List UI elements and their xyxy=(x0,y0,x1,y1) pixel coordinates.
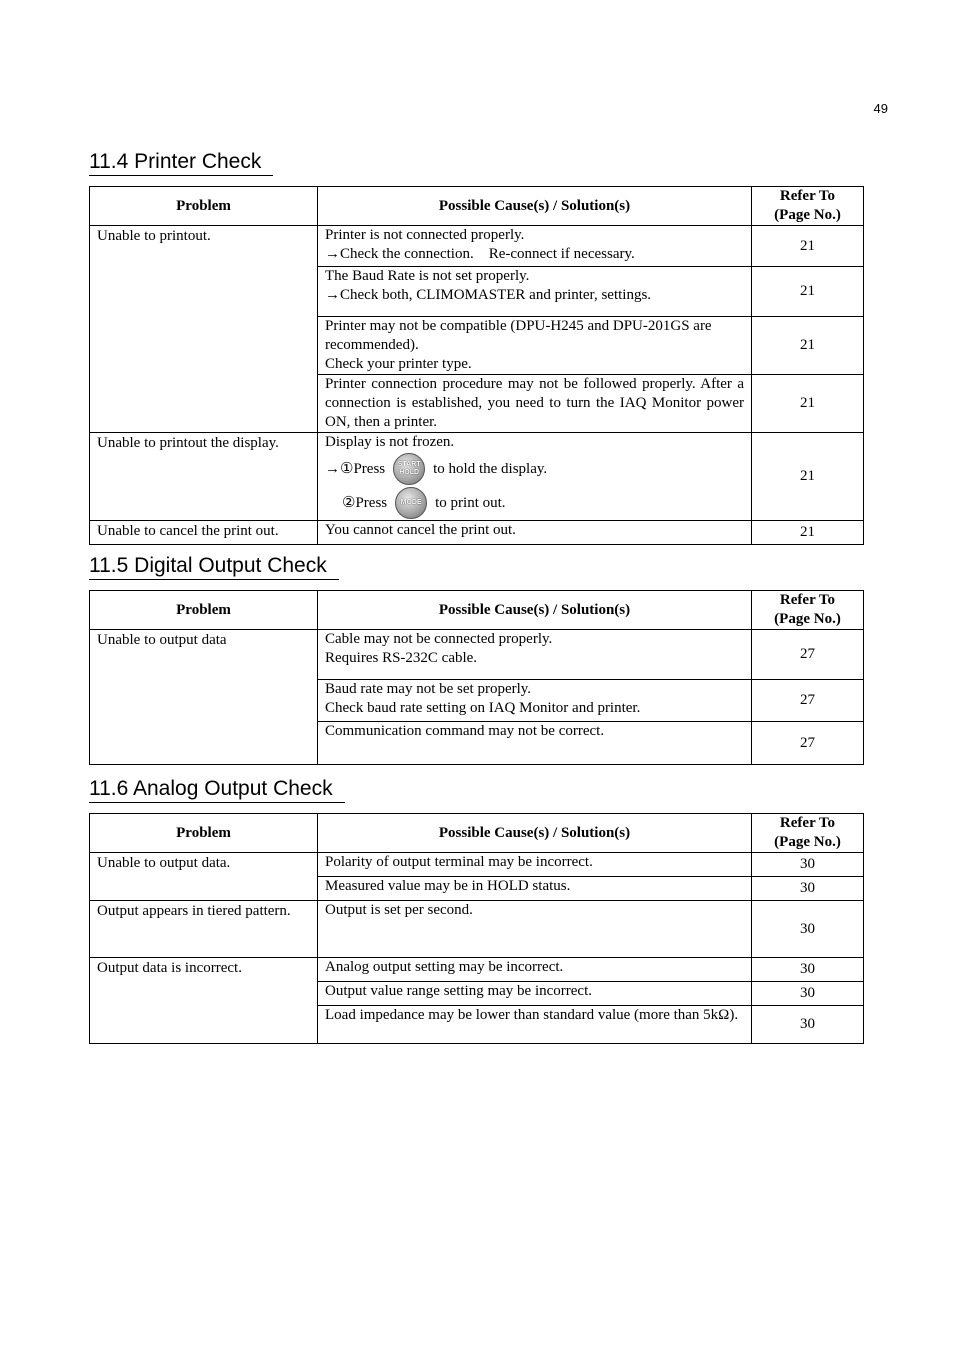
header-cause: Possible Cause(s) / Solution(s) xyxy=(318,187,752,226)
press-start-hold-row: →①Press START HOLD to hold the display. xyxy=(325,452,744,486)
press-mode-row: ②Press MODE to print out. xyxy=(325,486,744,520)
page-number: 49 xyxy=(873,101,888,116)
ref-cell: 30 xyxy=(752,877,864,901)
cause-cell: You cannot cancel the print out. xyxy=(318,521,752,545)
ref-cell: 27 xyxy=(752,722,864,765)
header-cause: Possible Cause(s) / Solution(s) xyxy=(318,814,752,853)
cause-cell: Cable may not be connected properly. Requires RS-232C cable. xyxy=(318,630,752,680)
table-row xyxy=(90,853,864,877)
ref-cell: 21 xyxy=(752,317,864,375)
ref-cell: 30 xyxy=(752,982,864,1006)
header-cause: Possible Cause(s) / Solution(s) xyxy=(318,591,752,630)
table-header-row xyxy=(90,591,864,630)
problem-cell: Output appears in tiered pattern. xyxy=(90,901,318,958)
problem-cell: Unable to printout the display. xyxy=(90,433,318,521)
start-hold-button-icon: START HOLD xyxy=(393,453,425,485)
table-header-row xyxy=(90,187,864,226)
header-refer-to: Refer To (Page No.) xyxy=(752,814,864,853)
ref-cell: 21 xyxy=(752,267,864,317)
cause-cell: Baud rate may not be set properly. Check baud rate setting on IAQ Monitor and printer. xyxy=(318,680,752,722)
ref-cell: 21 xyxy=(752,375,864,433)
section-title-digital-output-check: 11.5 Digital Output Check xyxy=(89,554,339,580)
section-title-printer-check: 11.4 Printer Check xyxy=(89,150,273,176)
ref-cell: 30 xyxy=(752,958,864,982)
table-row xyxy=(90,433,864,521)
table-header-row xyxy=(90,814,864,853)
printer-check-table xyxy=(89,186,864,545)
ref-cell: 21 xyxy=(752,226,864,267)
table-row xyxy=(90,958,864,982)
cause-cell: Communication command may not be correct. xyxy=(318,722,752,765)
cause-cell: Printer connection procedure may not be followed properly. After a connection is established, you need to turn the IAQ Monitor power ON, then a printer. xyxy=(318,375,752,433)
cause-cell: Printer is not connected properly. →Check the connection. Re-connect if necessary. xyxy=(318,226,752,267)
cause-cell: Analog output setting may be incorrect. xyxy=(318,958,752,982)
problem-cell: Output data is incorrect. xyxy=(90,958,318,1044)
table-row xyxy=(90,226,864,267)
header-refer-to: Refer To (Page No.) xyxy=(752,187,864,226)
ref-cell: 21 xyxy=(752,521,864,545)
cause-cell: Measured value may be in HOLD status. xyxy=(318,877,752,901)
table-row xyxy=(90,630,864,680)
problem-cell: Unable to output data xyxy=(90,630,318,765)
problem-cell: Unable to output data. xyxy=(90,853,318,901)
cause-cell: Display is not frozen. →①Press START HOLD to hold the display. ②Press MODE to print out. xyxy=(318,433,752,521)
cause-cell: Output is set per second. xyxy=(318,901,752,958)
header-problem: Problem xyxy=(90,187,318,226)
section-title-analog-output-check: 11.6 Analog Output Check xyxy=(89,777,345,803)
ref-cell: 30 xyxy=(752,1006,864,1044)
cause-cell: Load impedance may be lower than standard value (more than 5kΩ). xyxy=(318,1006,752,1044)
analog-output-table xyxy=(89,813,864,1044)
header-problem: Problem xyxy=(90,814,318,853)
cause-cell: Polarity of output terminal may be incorrect. xyxy=(318,853,752,877)
problem-cell: Unable to printout. xyxy=(90,226,318,433)
cause-cell: Output value range setting may be incorrect. xyxy=(318,982,752,1006)
cause-cell: Printer may not be compatible (DPU-H245 and DPU-201GS are recommended). Check your printer type. xyxy=(318,317,752,375)
digital-output-table xyxy=(89,590,864,765)
header-problem: Problem xyxy=(90,591,318,630)
ref-cell: 30 xyxy=(752,901,864,958)
problem-cell: Unable to cancel the print out. xyxy=(90,521,318,545)
table-row xyxy=(90,521,864,545)
ref-cell: 30 xyxy=(752,853,864,877)
mode-button-icon: MODE xyxy=(395,487,427,519)
ref-cell: 21 xyxy=(752,433,864,521)
header-refer-to: Refer To (Page No.) xyxy=(752,591,864,630)
ref-cell: 27 xyxy=(752,630,864,680)
table-row xyxy=(90,901,864,958)
ref-cell: 27 xyxy=(752,680,864,722)
cause-cell: The Baud Rate is not set properly. →Check both, CLIMOMASTER and printer, settings. xyxy=(318,267,752,317)
